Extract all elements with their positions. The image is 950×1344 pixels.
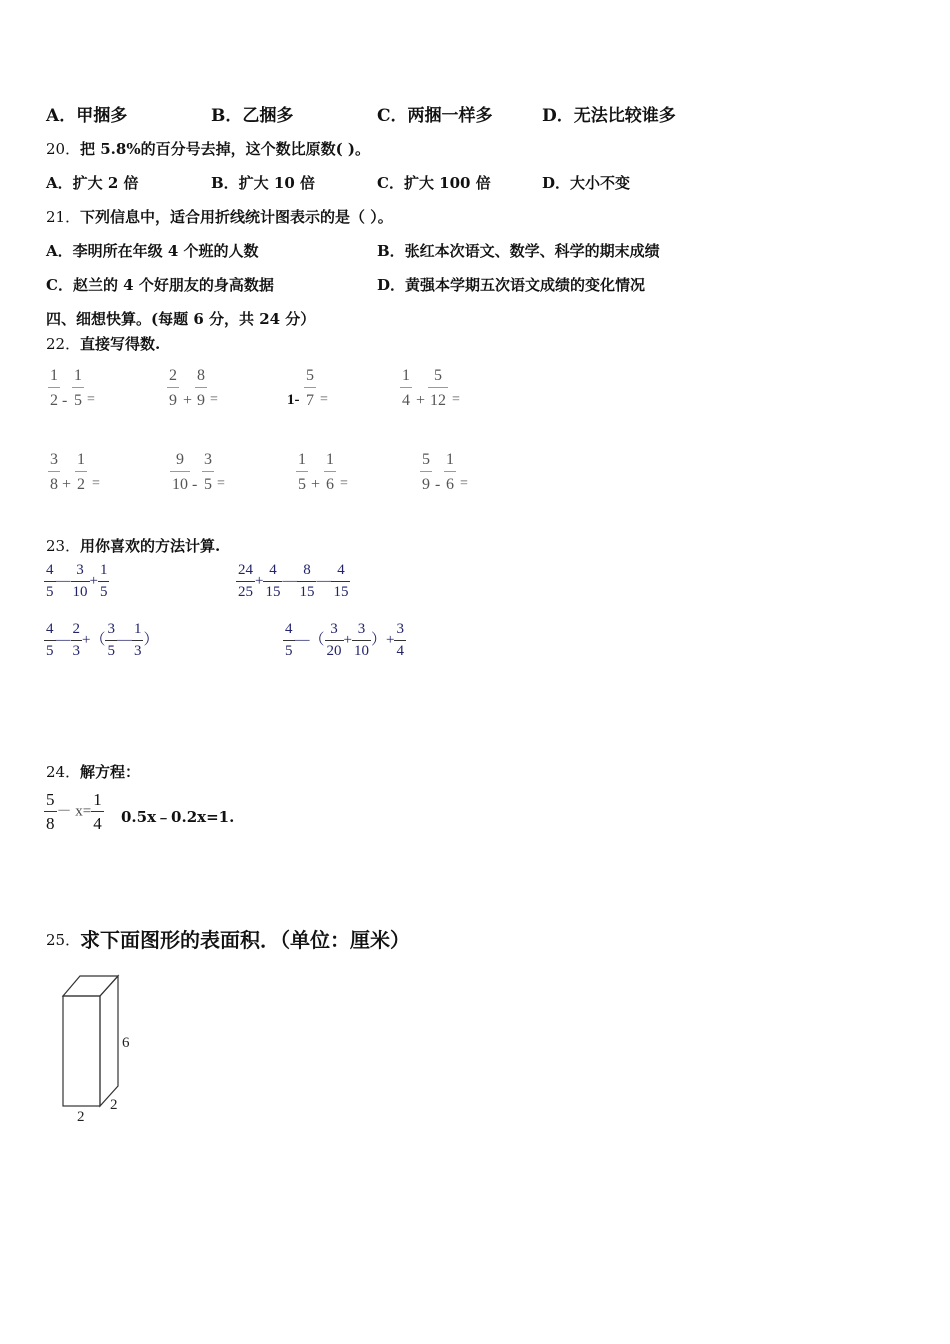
q21-option-a: A．李明所在年级 4 个班的人数 [46, 242, 259, 260]
q20-option-c: C．扩大 100 倍 [377, 174, 491, 192]
q23-expr-4: $\frac{4}{5}$ —（ $\frac{3}{20}$ + $\frac{3}{10}$ ）+ $\frac{3}{4}$ [285, 621, 404, 659]
q23-question: 用你喜欢的方法计算. [80, 537, 221, 555]
cuboid-width-label: 2 [77, 1109, 85, 1125]
q20-question: 把 5.8%的百分号去掉，这个数比原数( )。 [80, 140, 370, 158]
q20-option-d: D．大小不变 [542, 174, 631, 192]
q23-expr-1: $\frac{4}{5}$ — $\frac{3}{10}$ + $\frac{1}{5}$ [46, 562, 108, 600]
cuboid-front-face [63, 996, 100, 1106]
q19-option-a: A．甲捆多 [46, 106, 128, 126]
q21-option-d: D．黄强本学期五次语文成绩的变化情况 [377, 276, 646, 294]
q21-number: 21． [46, 208, 81, 226]
q22-number: 22． [46, 335, 81, 353]
q20-option-a: A．扩大 2 倍 [46, 174, 139, 192]
cuboid-figure [50, 962, 160, 1127]
q21-question: 下列信息中，适合用折线统计图表示的是（ ）。 [80, 208, 393, 226]
q24-equation-2: 0.5x﹣0.2x=1. [121, 808, 235, 826]
q25-question: 求下面图形的表面积．（单位：厘米） [80, 928, 410, 952]
cuboid-side-face [100, 976, 118, 1106]
q23-expr-3: $\frac{4}{5}$ — $\frac{2}{3}$ +（ $\frac{3}{5}$ — $\frac{1}{3}$ ） [46, 621, 159, 659]
q20-option-b: B．扩大 10 倍 [211, 174, 315, 192]
q23-expr-2: $\frac{24}{25}$ + $\frac{4}{15}$ — $\frac{8}{15}$ — $\frac{4}{15}$ [238, 562, 349, 600]
q22-question: 直接写得数. [80, 335, 161, 353]
q21-option-c: C．赵兰的 4 个好朋友的身高数据 [46, 276, 274, 294]
q19-option-c: C．两捆一样多 [377, 106, 493, 126]
cuboid-depth-label: 2 [110, 1097, 118, 1113]
q19-option-d: D．无法比较谁多 [542, 106, 676, 126]
q24-question: 解方程： [80, 763, 141, 781]
q20-number: 20． [46, 140, 81, 158]
q23-number: 23． [46, 537, 81, 555]
cuboid-height-label: 6 [122, 1035, 130, 1051]
q21-option-b: B．张红本次语文、数学、科学的期末成绩 [377, 242, 660, 260]
q19-option-b: B．乙捆多 [211, 106, 294, 126]
q25-number: 25． [46, 931, 81, 949]
section-four-heading: 四、细想快算。(每题 6 分，共 24 分） [46, 310, 316, 328]
q24-equation-1: $\frac{5}{8}$ － x= $\frac{1}{4}$ [46, 790, 102, 833]
q24-number: 24． [46, 763, 81, 781]
